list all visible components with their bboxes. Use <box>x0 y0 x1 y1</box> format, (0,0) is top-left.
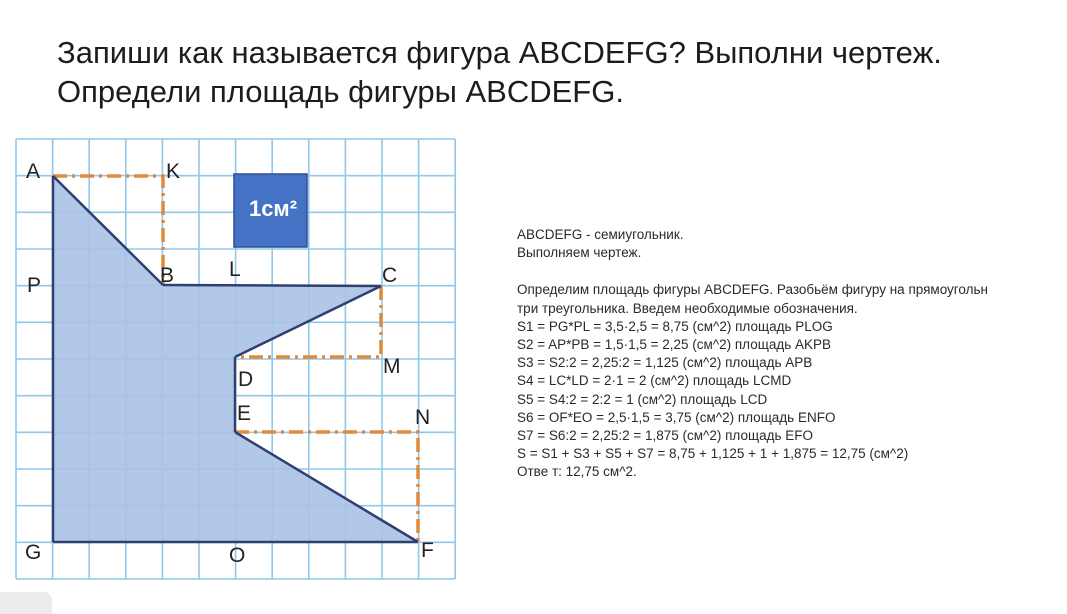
solution-line: Определим площадь фигуры ABCDEFG. Разобьём фигуру на прямоугольн <box>517 282 989 298</box>
solution-text <box>517 226 1067 482</box>
label-n: N <box>415 406 431 429</box>
label-b: B <box>160 264 175 287</box>
polygon-edge <box>163 285 381 286</box>
solution-answer: Отве т: 12,75 см^2. <box>517 464 637 480</box>
solution-line: S6 = OF*EO = 2,5·1,5 = 3,75 (см^2) площадь ENFO <box>517 409 836 425</box>
label-c: C <box>382 264 398 287</box>
label-k: K <box>166 160 181 183</box>
label-g: G <box>25 541 42 564</box>
solution-line: S2 = AP*PB = 1,5·1,5 = 2,25 (см^2) площадь AKPB <box>517 337 832 353</box>
solution-line: S7 = S6:2 = 2,25:2 = 1,875 (см^2) площадь EFO <box>517 428 813 444</box>
label-m: M <box>383 355 401 378</box>
corner-overlay <box>0 592 52 614</box>
task-line-1: Запиши как называется фигура ABCDEFG? Выполни чертеж. <box>57 35 942 70</box>
label-o: O <box>229 544 246 567</box>
solution-line: S3 = S2:2 = 2,25:2 = 1,125 (см^2) площадь APB <box>517 355 813 371</box>
solution-intro-2: Выполняем чертеж. <box>517 245 642 261</box>
task-line-2: Определи площадь фигуры ABCDEFG. <box>57 74 624 109</box>
solution-intro-1: ABCDEFG - семиугольник. <box>517 227 684 242</box>
solution-line: S4 = LC*LD = 2·1 = 2 (см^2) площадь LCMD <box>517 373 792 389</box>
solution-line: S5 = S4:2 = 2:2 = 1 (см^2) площадь LCD <box>517 391 768 407</box>
label-d: D <box>238 368 254 391</box>
label-e: E <box>237 402 252 425</box>
label-l: L <box>229 258 241 281</box>
label-f: F <box>421 539 434 562</box>
solution-line: S = S1 + S3 + S5 + S7 = 8,75 + 1,125 + 1 + 1,875 = 12,75 (см^2) <box>517 446 909 462</box>
solution-line: S1 = PG*PL = 3,5·2,5 = 8,75 (см^2) площадь PLOG <box>517 318 833 334</box>
label-p: P <box>27 274 42 297</box>
unit-square-label: 1см² <box>248 196 298 221</box>
label-a: A <box>26 160 41 183</box>
solution-line: три треугольника. Введем необходимые обозначения. <box>517 300 858 316</box>
